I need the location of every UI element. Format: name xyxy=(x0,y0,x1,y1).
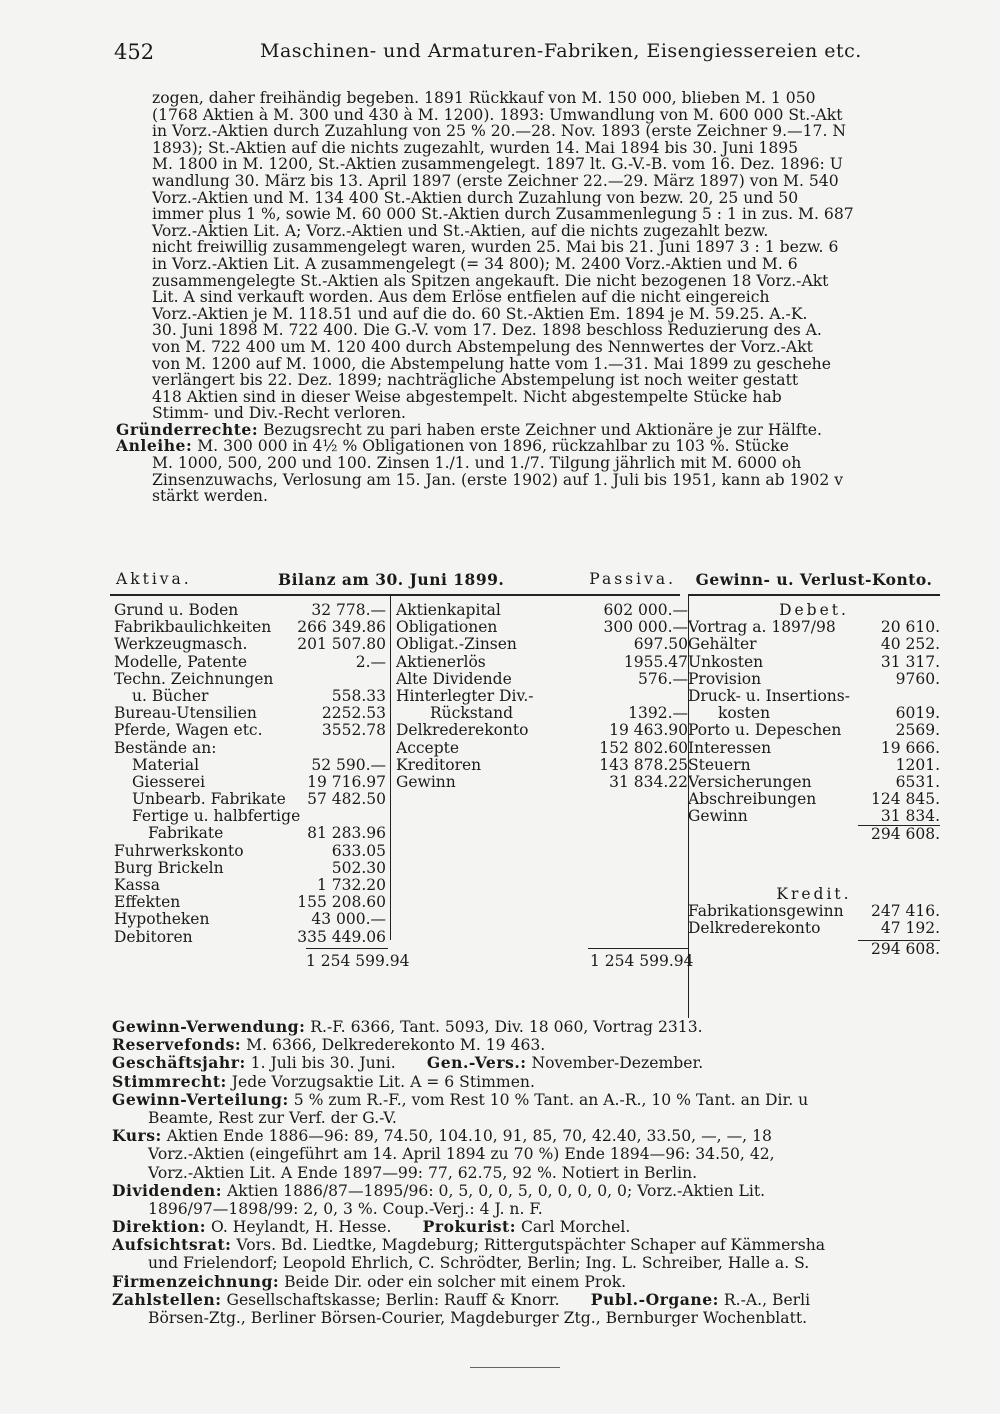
entry-label: Fabrikationsgewinn xyxy=(688,901,844,920)
entry-value: 31 317. xyxy=(880,652,940,671)
entry-label: Pferde, Wagen etc. xyxy=(114,721,263,740)
entry-label: Giesserei xyxy=(132,772,206,791)
entry-value: 697.50 xyxy=(633,635,688,654)
entry-value: 143 878.25 xyxy=(599,755,688,774)
aktiva-row xyxy=(114,929,386,946)
entry-label: Kreditoren xyxy=(396,755,482,774)
entry-value: 3552.78 xyxy=(321,721,386,740)
aktiva-row xyxy=(114,671,386,688)
entry-value: 335 449.06 xyxy=(297,927,386,946)
entry-value: 31 834. xyxy=(880,807,940,826)
aktiva-row xyxy=(114,722,386,739)
entry-value: 19 666. xyxy=(880,738,940,757)
debet-row xyxy=(688,688,940,705)
entry-label: Interessen xyxy=(688,738,772,757)
entry-label: Aktienerlös xyxy=(396,652,486,671)
text-line: Vorz.-Aktien und M. 134 400 St.-Aktien durch Zuzahlung von bezw. 20, 25 und 50 xyxy=(152,188,799,207)
section-label: Publ.-Organe: xyxy=(590,1289,719,1309)
entry-value: 6531. xyxy=(895,772,940,791)
text-line: M. 1800 in M. 1200, St.-Aktien zusammengelegt. 1897 lt. G.-V.-B. vom 16. Dez. 1896: U xyxy=(152,155,843,174)
entry-label: Gehälter xyxy=(688,635,757,654)
entry-value: 247 416. xyxy=(870,901,940,920)
entry-value: 633.05 xyxy=(331,841,386,860)
balance-divider xyxy=(390,596,391,940)
debet-total: 294 608. xyxy=(870,825,940,844)
section-label: Dividenden: xyxy=(112,1180,223,1200)
entry-value: 6019. xyxy=(895,704,940,723)
entry-value: 266 349.86 xyxy=(297,618,386,637)
aktiva-row xyxy=(114,911,386,928)
entry-label: Rückstand xyxy=(430,704,514,723)
passiva-total: 1 254 599.94 xyxy=(590,952,694,970)
section-line xyxy=(112,1182,942,1200)
section-label: Reservefonds: xyxy=(112,1035,242,1055)
aktiva-row xyxy=(114,774,386,791)
text-line: in Vorz.-Aktien durch Zuzahlung von 25 % 20.—28. Nov. 1893 (erste Zeichner 9.—17. N xyxy=(152,122,847,141)
entry-label: Accepte xyxy=(396,738,460,757)
aktiva-row xyxy=(114,705,386,722)
entry-label: Steuern xyxy=(688,755,751,774)
debet-row xyxy=(688,740,940,757)
balance-title: Bilanz am 30. Juni 1899. xyxy=(278,570,505,589)
section-line xyxy=(112,1218,942,1236)
entry-label: Burg Brickeln xyxy=(114,858,224,877)
entry-label: Provision xyxy=(688,669,762,688)
page-number: 452 xyxy=(114,40,155,64)
passiva-row xyxy=(396,774,688,791)
entry-label: Versicherungen xyxy=(688,772,812,791)
passiva-row xyxy=(396,740,688,757)
aktiva-row xyxy=(114,877,386,894)
section-text: 5 % zum R.-F., vom Rest 10 % Tant. an A.-R., 10 % Tant. an Dir. u xyxy=(293,1090,809,1109)
entry-label: Vortrag a. 1897/98 xyxy=(688,618,836,637)
section-text: M. 300 000 in 4½ % Obligationen von 1896, rückzahlbar zu 103 %. Stücke xyxy=(197,437,789,456)
entry-label: Delkrederekonto xyxy=(396,721,529,740)
aktiva-row xyxy=(114,757,386,774)
section-label: Stimmrecht: xyxy=(112,1071,227,1091)
entry-value: 1955.47 xyxy=(623,652,688,671)
entry-label: Aktienkapital xyxy=(396,601,501,619)
entry-label: Abschreibungen xyxy=(688,790,817,809)
entry-label: Fertige u. halbfertige xyxy=(132,807,301,826)
text-line: nicht freiwillig zusammengelegt waren, wurden 25. Mai bis 21. Juni 1897 3 : 1 bezw. 6 xyxy=(152,238,839,257)
section-line xyxy=(112,1036,942,1054)
entry-value: 602 000.— xyxy=(603,601,688,619)
debet-row xyxy=(688,636,940,653)
aktiva-row xyxy=(114,740,386,757)
balance-header xyxy=(110,570,676,592)
gv-column xyxy=(676,601,940,959)
aktiva-column xyxy=(114,602,386,946)
entry-value: 576.— xyxy=(637,669,688,688)
aktiva-row xyxy=(114,808,386,825)
section-text: R.-A., Berli xyxy=(723,1290,811,1309)
section-label: Gen.-Vers.: xyxy=(426,1053,527,1073)
entry-label: Modelle, Patente xyxy=(114,652,247,671)
entry-label: Grund u. Boden xyxy=(114,601,239,619)
aktiva-row xyxy=(114,791,386,808)
gv-rule xyxy=(688,594,940,596)
kredit-label: Kredit. xyxy=(776,884,852,903)
company-details xyxy=(112,1018,942,1327)
entry-label: Techn. Zeichnungen xyxy=(114,669,274,688)
running-title: Maschinen- und Armaturen-Fabriken, Eisengiessereien etc. xyxy=(260,40,862,62)
entry-value: 300 000.— xyxy=(603,618,688,637)
debet-row xyxy=(688,722,940,739)
aktiva-row xyxy=(114,654,386,671)
aktiva-row xyxy=(114,688,386,705)
section-label: Geschäftsjahr: xyxy=(112,1053,246,1073)
entry-label: Hypotheken xyxy=(114,910,210,929)
entry-label: Delkrederekonto xyxy=(688,919,821,937)
entry-value: 57 482.50 xyxy=(307,790,386,809)
section-label: Prokurist: xyxy=(422,1217,516,1237)
entry-value: 155 208.60 xyxy=(297,893,386,912)
entry-label: Obligationen xyxy=(396,618,498,637)
section-text: O. Heylandt, H. Hesse. xyxy=(210,1218,392,1237)
text-line: in Vorz.-Aktien Lit. A zusammengelegt (= 34 800); M. 2400 Vorz.-Aktien und M. 6 xyxy=(152,254,798,273)
debet-label: Debet. xyxy=(779,601,849,619)
section-line xyxy=(112,1073,942,1091)
section-text: Vors. Bd. Liedtke, Magdeburg; Rittergutspächter Schaper auf Kämmersha xyxy=(236,1236,826,1255)
entry-label: Alte Dividende xyxy=(396,669,512,688)
aktiva-total: 1 254 599.94 xyxy=(306,952,410,970)
passiva-row xyxy=(396,654,688,671)
section-text: Beide Dir. oder ein solcher mit einem Prok. xyxy=(284,1272,627,1291)
entry-label: Hinterlegter Div.- xyxy=(396,686,534,705)
gv-title: Gewinn- u. Verlust-Konto. xyxy=(695,570,933,589)
entry-value: 31 834.22 xyxy=(609,772,688,791)
text-line: Vorz.-Aktien Lit. A; Vorz.-Aktien und St.-Aktien, auf die nichts zugezahlt bezw. xyxy=(152,221,769,240)
text-line: 1893); St.-Aktien auf die nichts zugezahlt, wurden 14. Mai 1894 bis 30. Juni 1895 xyxy=(152,138,799,157)
text-line: Vorz.-Aktien je M. 118.51 und auf die do. 60 St.-Aktien Em. 1894 je M. 59.25. A.-K. xyxy=(152,304,808,323)
entry-label: Effekten xyxy=(114,893,181,912)
text-line: stärkt werden. xyxy=(152,487,268,506)
entry-value: 2252.53 xyxy=(321,704,386,723)
section-continuation: 1896/97—1898/99: 2, 0, 3 %. Coup.-Verj.: 4 J. n. F. xyxy=(148,1199,543,1218)
text-line: immer plus 1 %, sowie M. 60 000 St.-Aktien durch Zusammenlegung 5 : 1 in zus. M. 687 xyxy=(152,205,854,224)
section-continuation: Vorz.-Aktien (eingeführt am 14. April 1894 zu 70 %) Ende 1894—96: 34.50, 42, xyxy=(148,1145,775,1164)
passiva-row xyxy=(396,671,688,688)
entry-label: Fabrikbaulichkeiten xyxy=(114,618,272,637)
kredit-total: 294 608. xyxy=(870,940,940,959)
debet-row xyxy=(688,774,940,791)
aktiva-row xyxy=(114,894,386,911)
entry-label: Debitoren xyxy=(114,927,193,946)
entry-value: 1201. xyxy=(895,755,940,774)
debet-row xyxy=(688,671,940,688)
passiva-row xyxy=(396,722,688,739)
entry-value: 20 610. xyxy=(880,618,940,637)
passiva-total-rule xyxy=(588,948,688,949)
entry-value: 32 778.— xyxy=(311,601,386,619)
section-line xyxy=(112,1054,942,1072)
footer-rule xyxy=(470,1367,560,1368)
section-label: Anleihe: xyxy=(116,436,193,456)
debet-row xyxy=(688,619,940,636)
text-line: wandlung 30. März bis 13. April 1897 (erste Zeichner 22.—29. März 1897) von M. 540 xyxy=(152,171,839,190)
entry-label: Werkzeugmasch. xyxy=(114,635,248,654)
section-text: Aktien 1886/87—1895/96: 0, 5, 0, 0, 5, 0, 0, 0, 0, 0; Vorz.-Aktien Lit. xyxy=(226,1181,766,1200)
section-text: 1. Juli bis 30. Juni. xyxy=(250,1054,396,1073)
text-line: von M. 722 400 um M. 120 400 durch Abstempelung des Nennwertes der Vorz.-Akt xyxy=(152,337,813,356)
passiva-row xyxy=(396,602,688,619)
entry-label: u. Bücher xyxy=(132,686,209,705)
entry-value: 201 507.80 xyxy=(297,635,386,654)
section-text: Aktien Ende 1886—96: 89, 74.50, 104.10, 91, 85, 70, 42.40, 33.50, —, —, 18 xyxy=(166,1127,772,1146)
section-line xyxy=(112,1236,942,1254)
section-text: November-Dezember. xyxy=(531,1054,704,1073)
debet-row xyxy=(688,791,940,808)
section-line xyxy=(112,1291,942,1309)
section-continuation: Vorz.-Aktien Lit. A Ende 1897—99: 77, 62.75, 92 %. Notiert in Berlin. xyxy=(148,1163,698,1182)
entry-value: 81 283.96 xyxy=(307,824,386,843)
text-line: zogen, daher freihändig begeben. 1891 Rückkauf von M. 150 000, blieben M. 1 050 xyxy=(152,89,816,107)
entry-value: 2.— xyxy=(355,652,386,671)
entry-label: Fabrikate xyxy=(148,824,224,843)
entry-label: Material xyxy=(132,755,200,774)
section-label: Kurs: xyxy=(112,1126,162,1146)
passiva-column xyxy=(396,602,688,791)
entry-label: Bestände an: xyxy=(114,738,217,757)
balance-rule xyxy=(110,594,680,596)
anleihe-line xyxy=(116,438,942,455)
balance-sheet-area xyxy=(110,570,940,1010)
section-text: M. 6366, Delkrederekonto M. 19 463. xyxy=(246,1036,546,1055)
entry-label: Kassa xyxy=(114,876,160,894)
entry-value: 1 732.20 xyxy=(316,876,386,894)
entry-value: 152 802.60 xyxy=(599,738,688,757)
passiva-label: Passiva. xyxy=(589,570,676,588)
entry-label: Unkosten xyxy=(688,652,764,671)
aktiva-row xyxy=(114,602,386,619)
entry-value: 47 192. xyxy=(880,919,940,937)
section-line xyxy=(112,1018,942,1036)
entry-value: 2569. xyxy=(895,721,940,740)
section-continuation: und Frielendorf; Leopold Ehrlich, C. Schrödter, Berlin; Ing. L. Schreiber, Halle a. S. xyxy=(148,1254,810,1273)
section-text: Bezugsrecht zu pari haben erste Zeichner und Aktionäre je zur Hälfte. xyxy=(263,420,822,439)
entry-value: 19 463.90 xyxy=(609,721,688,740)
kredit-row xyxy=(688,903,940,920)
text-line: zusammengelegte St.-Aktien als Spitzen angekauft. Die nicht bezogenen 18 Vorz.-Akt xyxy=(152,271,829,290)
entry-value: 502.30 xyxy=(331,858,386,877)
section-text: Carl Morchel. xyxy=(520,1218,631,1237)
section-label: Firmenzeichnung: xyxy=(112,1271,280,1291)
debet-row xyxy=(688,757,940,774)
section-label: Aufsichtsrat: xyxy=(112,1235,232,1255)
passiva-row xyxy=(396,757,688,774)
page-header xyxy=(110,40,930,70)
entry-label: Porto u. Depeschen xyxy=(688,721,842,740)
aktiva-total-rule xyxy=(306,948,388,949)
aktiva-label: Aktiva. xyxy=(116,570,192,588)
debet-row xyxy=(688,808,940,825)
text-line: (1768 Aktien à M. 300 und 430 à M. 1200). 1893: Umwandlung von M. 600 000 St.-Akt xyxy=(152,105,843,124)
entry-value: 40 252. xyxy=(880,635,940,654)
passiva-row xyxy=(396,688,688,705)
section-label: Gewinn-Verwendung: xyxy=(112,1017,306,1036)
section-label: Direktion: xyxy=(112,1217,207,1237)
text-line: M. 1000, 500, 200 und 100. Zinsen 1./1. und 1./7. Tilgung jährlich mit M. 6000 oh xyxy=(152,454,802,473)
gv-body xyxy=(688,602,940,958)
entry-label: Gewinn xyxy=(396,772,456,791)
gruenderrechte-line xyxy=(116,419,942,439)
passiva-row xyxy=(396,636,688,653)
passiva-row xyxy=(396,705,688,722)
entry-label: Druck- u. Insertions- xyxy=(688,686,850,705)
section-line xyxy=(112,1127,942,1145)
entry-label: Bureau-Utensilien xyxy=(114,704,257,723)
text-line: 418 Aktien sind in dieser Weise abgestempelt. Nicht abgestempelte Stücke hab xyxy=(152,387,782,406)
section-line xyxy=(112,1091,942,1109)
entry-value: 124 845. xyxy=(870,790,940,809)
aktiva-row xyxy=(114,860,386,877)
debet-row xyxy=(688,705,940,722)
text-line: Stimm- und Div.-Recht verloren. xyxy=(152,404,406,423)
kredit-total-row xyxy=(858,940,940,958)
section-text: R.-F. 6366, Tant. 5093, Div. 18 060, Vortrag 2313. xyxy=(310,1018,703,1036)
section-text: Jede Vorzugsaktie Lit. A = 6 Stimmen. xyxy=(231,1072,535,1091)
text-line: Zinsenzuwachs, Verlosung am 15. Jan. (erste 1902) auf 1. Juli bis 1951, kann ab 1902 v xyxy=(152,470,844,489)
section-text: Gesellschaftskasse; Berlin: Rauff & Knorr. xyxy=(226,1290,560,1309)
section-label: Gründerrechte: xyxy=(116,419,259,439)
section-continuation: Beamte, Rest zur Verf. der G.-V. xyxy=(148,1108,397,1127)
entry-value: 52 590.— xyxy=(311,755,386,774)
entry-label: Fuhrwerkskonto xyxy=(114,841,244,860)
aktiva-row xyxy=(114,619,386,636)
entry-value: 558.33 xyxy=(331,686,386,705)
text-line: Lit. A sind verkauft worden. Aus dem Erlöse entfielen auf die nicht eingereich xyxy=(152,288,770,307)
history-paragraph xyxy=(116,89,942,506)
aktiva-row xyxy=(114,636,386,653)
entry-label: Obligat.-Zinsen xyxy=(396,635,517,654)
entry-label: Gewinn xyxy=(688,807,748,826)
debet-row xyxy=(688,654,940,671)
kredit-row xyxy=(688,920,940,937)
entry-value: 1392.— xyxy=(628,704,688,723)
section-line xyxy=(112,1273,942,1291)
section-label: Zahlstellen: xyxy=(112,1289,222,1309)
section-label: Gewinn-Verteilung: xyxy=(112,1089,289,1109)
section-continuation: Börsen-Ztg., Berliner Börsen-Courier, Magdeburger Ztg., Bernburger Wochenblatt. xyxy=(148,1309,808,1327)
entry-value: 43 000.— xyxy=(311,910,386,929)
entry-value: 19 716.97 xyxy=(307,772,386,791)
debet-total-row xyxy=(858,825,940,843)
text-line: 30. Juni 1898 M. 722 400. Die G.-V. vom 17. Dez. 1898 beschloss Reduzierung des A. xyxy=(152,321,822,340)
entry-value: 9760. xyxy=(895,669,940,688)
aktiva-row xyxy=(114,825,386,842)
text-line: verlängert bis 22. Dez. 1899; nachträgliche Abstempelung ist noch weiter gestatt xyxy=(152,371,799,390)
text-line: von M. 1200 auf M. 1000, die Abstempelung hatte vom 1.—31. Mai 1899 zu geschehe xyxy=(152,354,831,373)
entry-label: kosten xyxy=(718,704,771,723)
entry-label: Unbearb. Fabrikate xyxy=(132,790,286,809)
aktiva-row xyxy=(114,843,386,860)
passiva-row xyxy=(396,619,688,636)
